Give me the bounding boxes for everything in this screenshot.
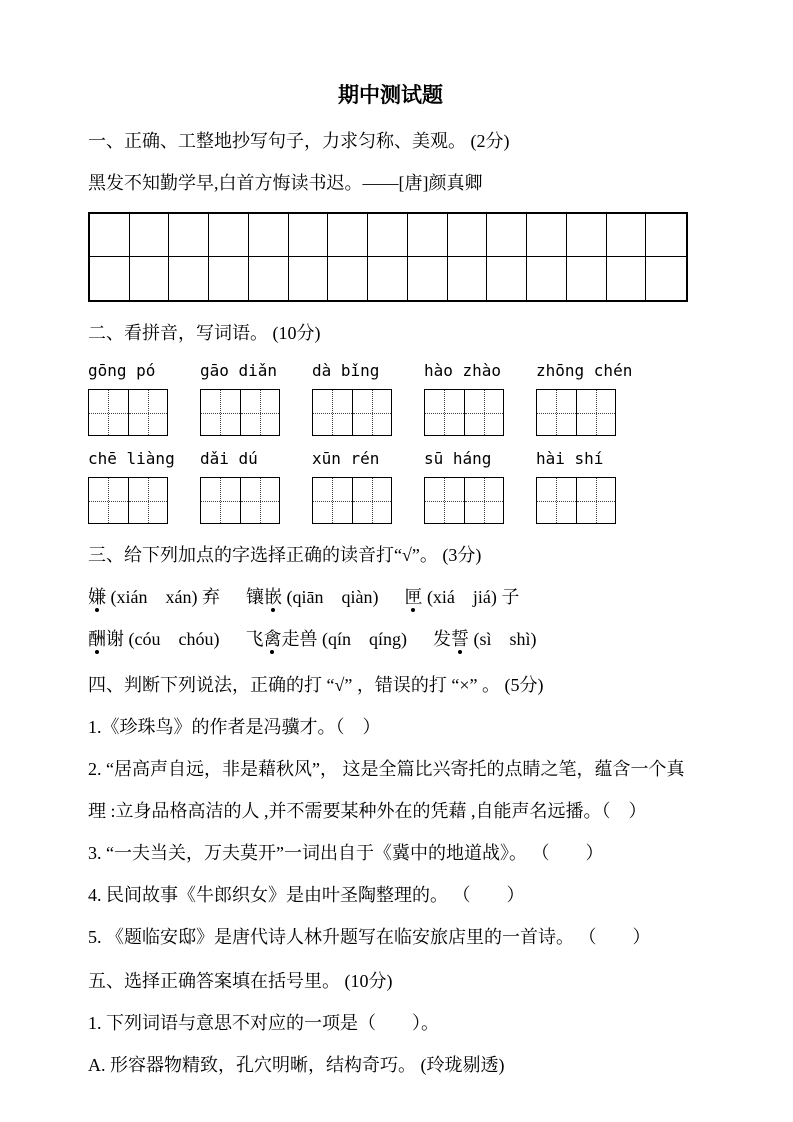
pinyin-item bbox=[200, 360, 312, 436]
pinyin-item bbox=[424, 448, 536, 524]
section3-heading: 三、给下列加点的字选择正确的读音打“√”。 (3分) bbox=[88, 545, 482, 565]
dotted-char: 禽 bbox=[263, 629, 282, 649]
copy-grid-cell bbox=[209, 214, 249, 257]
copy-grid-cell bbox=[487, 214, 527, 257]
section4 bbox=[88, 664, 693, 958]
pinyin-label: chē liàng bbox=[88, 449, 175, 468]
dotted-char: 嫌 bbox=[88, 587, 106, 607]
section5-question-1: 1. 下列词语与意思不对应的一项是（ ）。 bbox=[88, 1013, 439, 1033]
copy-grid-cell bbox=[646, 257, 686, 300]
pinyin-item bbox=[200, 448, 312, 524]
copy-grid-cell bbox=[527, 257, 567, 300]
section4-item-4: 4. 民间故事《牛郎织女》是由叶圣陶整理的。 （ ） bbox=[88, 885, 525, 905]
pinyin-label: dǎi dú bbox=[200, 449, 258, 468]
copy-grid-cell bbox=[289, 214, 329, 257]
pinyin-writing-grid bbox=[536, 477, 616, 524]
section4-item-5: 5. 《题临安邸》是唐代诗人林升题写在临安旅店里的一首诗。 （ ） bbox=[88, 927, 651, 947]
copy-grid-cell bbox=[408, 257, 448, 300]
pinyin-row-2 bbox=[88, 448, 693, 524]
pinyin-item bbox=[88, 360, 200, 436]
copy-grid-cell bbox=[90, 214, 130, 257]
section2-heading: 二、看拼音，写词语。 (10分) bbox=[88, 323, 321, 343]
copy-grid-cell bbox=[328, 257, 368, 300]
copy-grid-cell bbox=[249, 257, 289, 300]
copy-grid-cell bbox=[567, 257, 607, 300]
copy-grid-cell bbox=[130, 214, 170, 257]
pinyin-writing-grid bbox=[88, 389, 168, 436]
section5 bbox=[88, 960, 693, 1086]
copy-grid-cell bbox=[448, 257, 488, 300]
copy-grid-cell bbox=[607, 257, 647, 300]
pinyin-label: zhōng chén bbox=[536, 361, 633, 380]
copy-grid-cell bbox=[209, 257, 249, 300]
text-segment: 走兽 (qín qíng) bbox=[281, 629, 407, 649]
pinyin-item bbox=[424, 360, 536, 436]
dotted-char: 嵌 bbox=[263, 587, 282, 607]
copy-grid-cell bbox=[249, 214, 289, 257]
pinyin-label: xūn rén bbox=[312, 449, 380, 468]
text-segment: (xián xán) 弃 bbox=[106, 587, 220, 607]
text-segment: 谢 (cóu chóu) bbox=[106, 629, 220, 649]
pinyin-label: sū háng bbox=[424, 449, 492, 468]
copy-grid-cell bbox=[328, 214, 368, 257]
pinyin-row-1 bbox=[88, 360, 693, 436]
text-segment: 镶 bbox=[245, 587, 264, 607]
section4-item-2: 2. “居高声自远，非是藉秋风”， 这是全篇比兴寄托的点睛之笔，蕴含一个真理 :立身品格高洁的人 ,并不需要某种外在的凭藉 ,自能声名远播。（ ） bbox=[88, 759, 685, 821]
copy-grid-cell bbox=[567, 214, 607, 257]
copy-grid-cell bbox=[607, 214, 647, 257]
copy-grid-cell bbox=[448, 214, 488, 257]
copy-grid-cell bbox=[90, 257, 130, 300]
copy-grid-cell bbox=[487, 257, 527, 300]
pinyin-item bbox=[312, 360, 424, 436]
section5-heading: 五、选择正确答案填在括号里。 (10分) bbox=[88, 971, 393, 991]
pinyin-writing-grid bbox=[88, 477, 168, 524]
section3 bbox=[88, 534, 693, 660]
text-segment: (qiān qiàn) bbox=[281, 587, 379, 607]
text-segment: (xiá jiá) 子 bbox=[422, 587, 520, 607]
copy-grid bbox=[88, 212, 688, 302]
pinyin-item bbox=[312, 448, 424, 524]
dotted-char: 酬 bbox=[88, 629, 106, 649]
copy-grid-cell bbox=[368, 214, 408, 257]
text-segment: 飞 bbox=[245, 629, 264, 649]
section4-heading: 四、判断下列说法，正确的打 “√” ，错误的打 “×” 。 (5分) bbox=[88, 675, 544, 695]
copy-grid-cell bbox=[289, 257, 329, 300]
pinyin-writing-grid bbox=[312, 477, 392, 524]
pinyin-label: hài shí bbox=[536, 449, 604, 468]
page-title: 期中测试题 bbox=[338, 83, 443, 107]
pinyin-writing-grid bbox=[424, 389, 504, 436]
dotted-char: 匣 bbox=[404, 587, 423, 607]
section3-line2 bbox=[88, 618, 693, 660]
section1-heading: 一、正确、工整地抄写句子，力求匀称、美观。 (2分) bbox=[88, 131, 510, 151]
copy-grid-cell bbox=[527, 214, 567, 257]
pinyin-label: gōng pó bbox=[88, 361, 156, 380]
text-segment: 发 bbox=[432, 629, 451, 649]
copy-grid-cell bbox=[169, 257, 209, 300]
pinyin-item bbox=[536, 360, 648, 436]
section5-option-a: A. 形容器物精致，孔穴明晰，结构奇巧。 (玲珑剔透) bbox=[88, 1055, 505, 1075]
pinyin-label: gāo diǎn bbox=[200, 361, 278, 380]
pinyin-label: hào zhào bbox=[424, 361, 502, 380]
pinyin-writing-grid bbox=[200, 477, 280, 524]
pinyin-writing-grid bbox=[536, 389, 616, 436]
section3-line1 bbox=[88, 576, 693, 618]
copy-grid-cell bbox=[169, 214, 209, 257]
pinyin-writing-grid bbox=[312, 389, 392, 436]
pinyin-label: dà bǐng bbox=[312, 361, 380, 380]
copy-grid-cell bbox=[408, 214, 448, 257]
text-segment: (sì shì) bbox=[468, 629, 537, 649]
copy-grid-cell bbox=[646, 214, 686, 257]
section4-item-3: 3. “一夫当关，万夫莫开”一词出自于《冀中的地道战》。 （ ） bbox=[88, 843, 604, 863]
copy-grid-cell bbox=[130, 257, 170, 300]
section1-sentence: 黑发不知勤学早,白首方悔读书迟。——[唐]颜真卿 bbox=[88, 173, 483, 193]
pinyin-item bbox=[88, 448, 200, 524]
section4-item-1: 1.《珍珠鸟》的作者是冯骥才。（ ） bbox=[88, 717, 381, 737]
copy-grid-cell bbox=[368, 257, 408, 300]
dotted-char: 誓 bbox=[450, 629, 469, 649]
pinyin-writing-grid bbox=[424, 477, 504, 524]
pinyin-writing-grid bbox=[200, 389, 280, 436]
pinyin-item bbox=[536, 448, 648, 524]
